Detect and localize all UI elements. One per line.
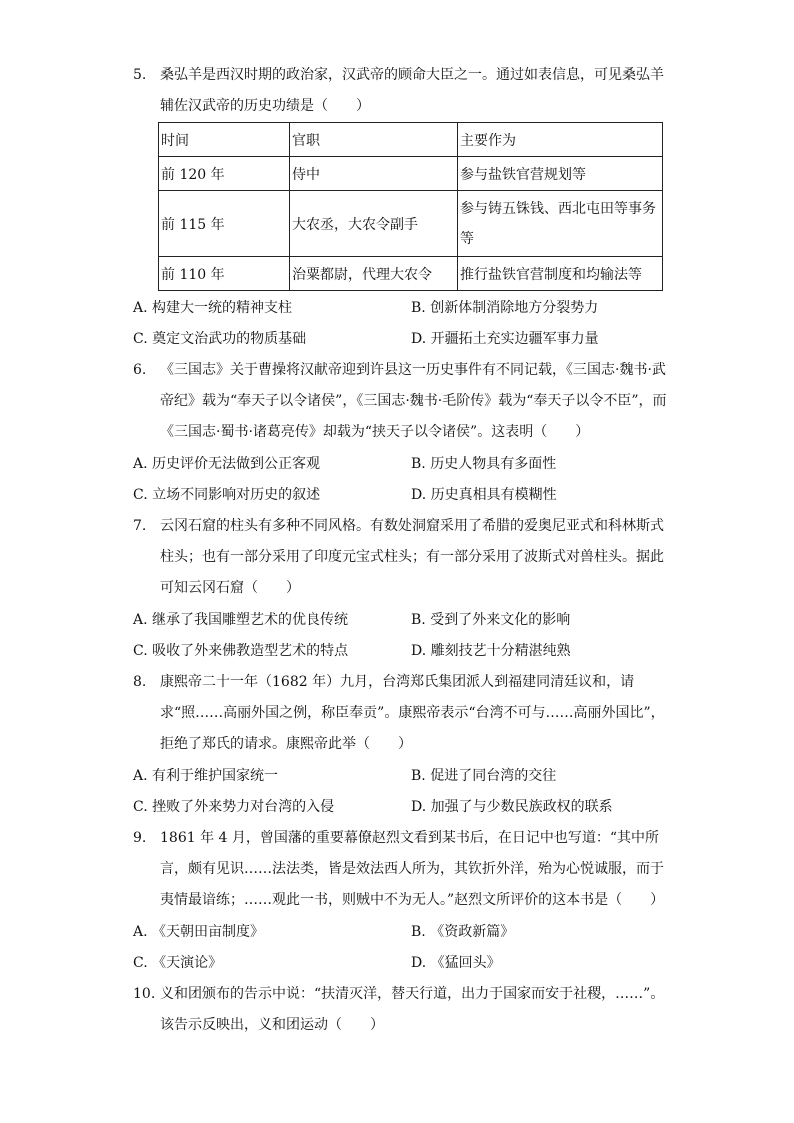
question-stem: 云冈石窟的柱头有多种不同风格。有数处洞窟采用了希腊的爱奥尼亚式和科林斯式柱头；也有一部分采用了印度元宝式柱头；有一部分采用了波斯式对兽柱头。据此可知云冈石窟（ ） [160, 518, 664, 596]
table-header-cell: 官职 [290, 123, 458, 157]
option-c[interactable]: C. 《天演论》 [133, 955, 223, 971]
option-b[interactable]: B. 《资政新篇》 [411, 924, 515, 940]
options-6 [133, 449, 693, 511]
table-cell: 参与铸五铢钱、西北屯田等事务等 [458, 191, 663, 257]
option-d[interactable]: D. 雕刻技艺十分精湛纯熟 [411, 643, 571, 659]
option-b[interactable]: B. 历史人物具有多面性 [411, 456, 557, 472]
options-9 [133, 917, 693, 979]
question-number: 8. [133, 674, 147, 690]
question-number: 7. [133, 518, 147, 534]
question-stem: 1861 年 4 月，曾国藩的重要幕僚赵烈文看到某书后，在日记中也写道：“其中所言，颇有见识……法法类，皆是效法西人所为，其钦折外洋，殆为心悦诚服，而于夷情最谙练；……观此一书，则贼中不为无人。”赵烈文所评价的这本书是（ ） [160, 830, 665, 908]
question-number: 10. [133, 986, 156, 1002]
question-10 [133, 979, 673, 1041]
option-d[interactable]: D. 《猛回头》 [411, 955, 501, 971]
question-stem: 桑弘羊是西汉时期的政治家，汉武帝的顾命大臣之一。通过如表信息，可见桑弘羊辅佐汉武帝的历史功绩是（ ） [160, 67, 664, 114]
table-row [159, 157, 663, 191]
option-b[interactable]: B. 创新体制消除地方分裂势力 [411, 300, 599, 316]
table-cell: 侍中 [290, 157, 458, 191]
option-d[interactable]: D. 开疆拓土充实边疆军事力量 [411, 331, 599, 347]
table-cell: 前 115 年 [159, 191, 290, 257]
table-cell: 治粟都尉，代理大农令 [290, 257, 458, 291]
question-number: 6. [133, 362, 147, 378]
table-header-row [159, 123, 663, 157]
question-stem: 康熙帝二十一年（1682 年）九月，台湾郑氏集团派人到福建同清廷议和，请求“照……高丽外国之例，称臣奉贡”。康熙帝表示“台湾不可与……高丽外国比”，拒绝了郑氏的请求。康熙帝此举（ ） [160, 674, 665, 752]
question-number: 9. [133, 830, 147, 846]
option-c[interactable]: C. 奠定文治武功的物质基础 [133, 331, 307, 347]
question-6 [133, 355, 673, 448]
option-c[interactable]: C. 立场不同影响对历史的叙述 [133, 487, 321, 503]
table-cell: 推行盐铁官营制度和均输法等 [458, 257, 663, 291]
table-cell: 大农丞，大农令副手 [290, 191, 458, 257]
question-8 [133, 667, 673, 760]
question-stem: 义和团颁布的告示中说：“扶清灭洋，替天行道，出力于国家而安于社稷，……”。该告示反映出，义和团运动（ ） [160, 986, 665, 1033]
table-row [159, 191, 663, 257]
option-c[interactable]: C. 挫败了外来势力对台湾的入侵 [133, 799, 335, 815]
question-7 [133, 511, 673, 604]
options-7 [133, 605, 693, 667]
table-cell: 参与盐铁官营规划等 [458, 157, 663, 191]
table-cell: 前 110 年 [159, 257, 290, 291]
option-d[interactable]: D. 历史真相具有模糊性 [411, 487, 557, 503]
table-header-cell: 时间 [159, 123, 290, 157]
option-b[interactable]: B. 受到了外来文化的影响 [411, 612, 571, 628]
question-stem: 《三国志》关于曹操将汉献帝迎到许县这一历史事件有不同记载，《三国志·魏书·武帝纪》载为“奉天子以令诸侯”，《三国志·魏书·毛阶传》载为“奉天子以令不臣”，而《三国志·蜀书·诸葛亮传》却载为“挟天子以令诸侯”。这表明（ ） [160, 362, 667, 440]
options-5 [133, 293, 693, 355]
option-a[interactable]: A. 有利于维护国家统一 [133, 768, 279, 784]
option-a[interactable]: A. 继承了我国雕塑艺术的优良传统 [133, 612, 349, 628]
options-8 [133, 761, 693, 823]
question-9 [133, 823, 673, 916]
option-a[interactable]: A. 构建大一统的精神支柱 [133, 300, 293, 316]
question-5 [133, 60, 673, 122]
option-b[interactable]: B. 促进了同台湾的交往 [411, 768, 557, 784]
option-d[interactable]: D. 加强了与少数民族政权的联系 [411, 799, 613, 815]
option-c[interactable]: C. 吸收了外来佛教造型艺术的特点 [133, 643, 349, 659]
table-row [159, 257, 663, 291]
info-table [158, 122, 663, 291]
table-cell: 前 120 年 [159, 157, 290, 191]
option-a[interactable]: A. 《天朝田亩制度》 [133, 924, 265, 940]
option-a[interactable]: A. 历史评价无法做到公正客观 [133, 456, 321, 472]
table-header-cell: 主要作为 [458, 123, 663, 157]
question-number: 5. [133, 67, 147, 83]
